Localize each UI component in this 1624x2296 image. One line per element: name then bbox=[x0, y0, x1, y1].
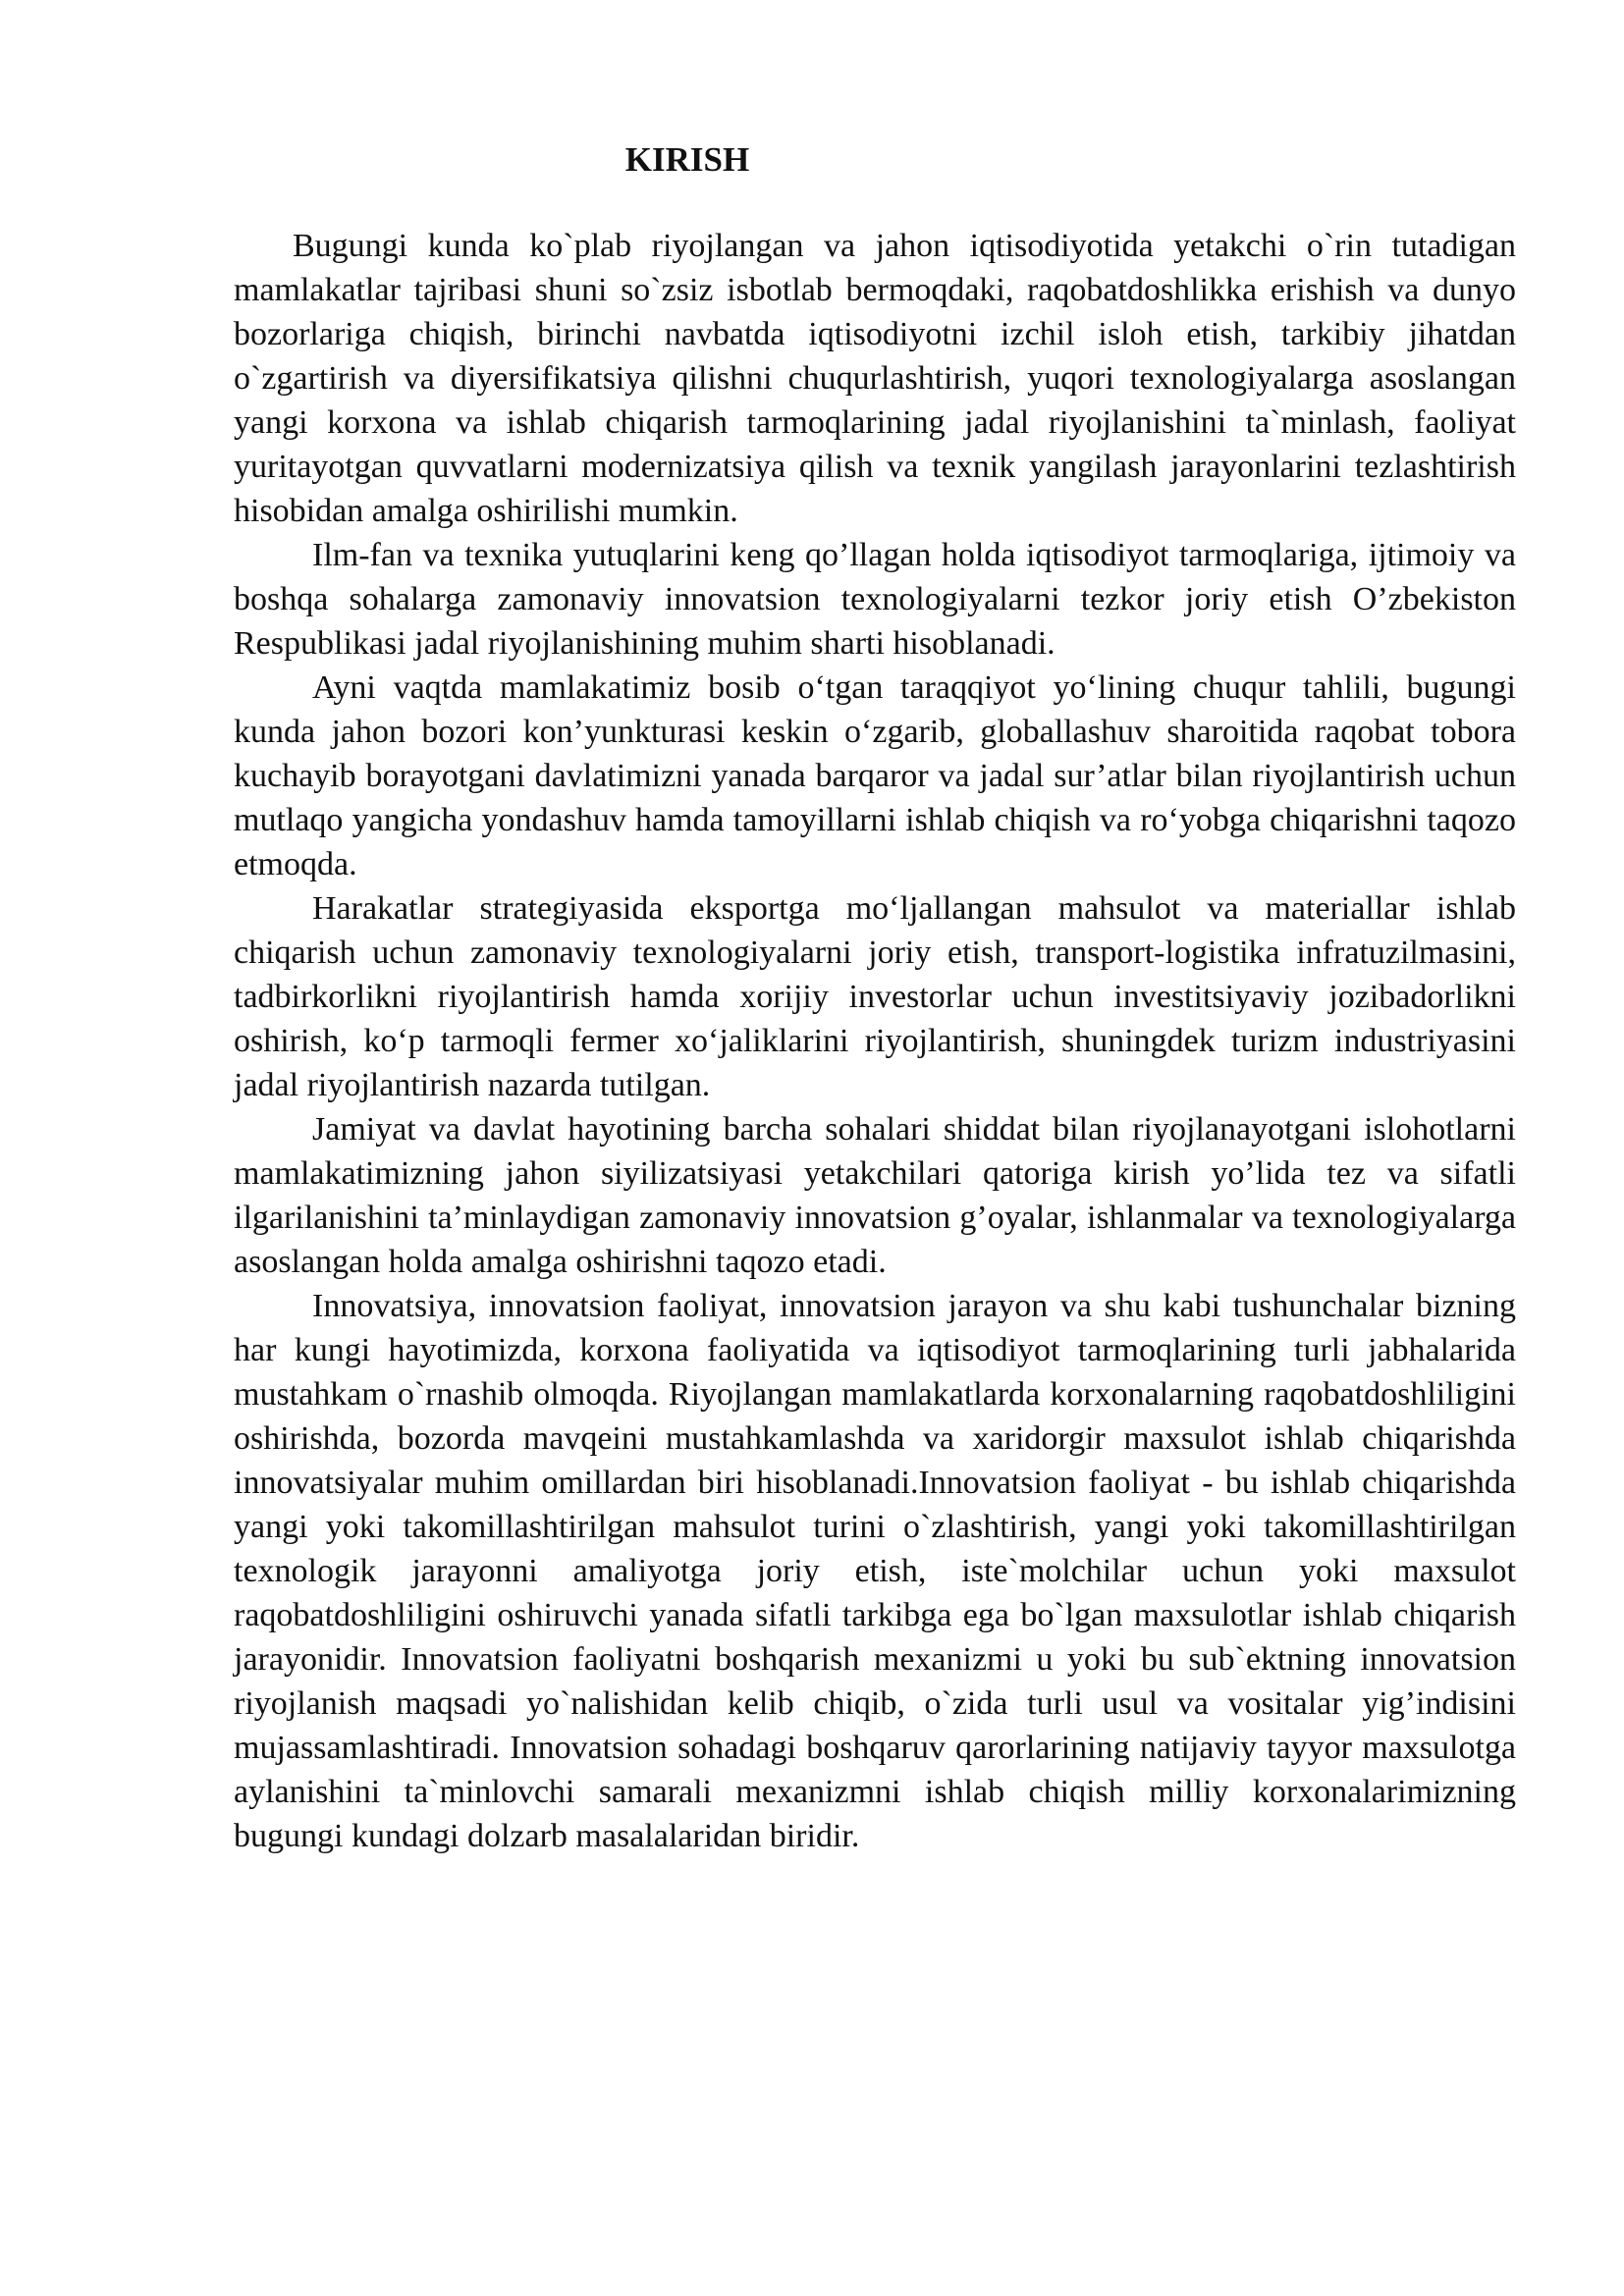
paragraph-5: Jamiyat va davlat hayotining barcha sohalari shiddat bilan riyojlanayotgani islohotlarni mamlakatimizning jahon siyilizatsiyasi yetakchilari qatoriga kirish yo’lida tez va sifatli ilgarilanishini ta’minlaydigan zamonaviy innovatsion g’oyalar, ishlanmalar va texnologiyalarga asoslangan holda amalga oshirishni taqozo etadi. bbox=[234, 1111, 1516, 1280]
document-title: KIRISH bbox=[624, 140, 750, 179]
paragraph-1: Bugungi kunda ko`plab riyojlangan va jahon iqtisodiyotida yetakchi o`rin tutadigan mamlakatlar tajribasi shuni so`zsiz isbotlab bermoqdaki, raqobatdoshlikka erishish va dunyo bozorlariga chiqish, birinchi navbatda iqtisodiyotni izchil isloh etish, tarkibiy jihatdan o`zgartirish va diyersifikatsiya qilishni chuqurlashtirish, yuqori texnologiyalarga asoslangan yangi korxona va ishlab chiqarish tarmoqlarining jadal riyojlanishini ta`minlash, faoliyat yuritayotgan quvvatlarni modernizatsiya qilish va texnik yangilash jarayonlarini tezlashtirish hisobidan amalga oshirilishi mumkin. bbox=[234, 228, 1516, 529]
paragraph-6: Innovatsiya, innovatsion faoliyat, innovatsion jarayon va shu kabi tushunchalar bizning har kungi hayotimizda, korxona faoliyatida va iqtisodiyot tarmoqlarining turli jabhalarida mustahkam o`rnashib olmoqda. Riyojlangan mamlakatlarda korxonalarning raqobatdoshliligini oshirishda, bozorda mavqeini mustahkamlashda va xaridorgir maxsulot ishlab chiqarishda innovatsiyalar muhim omillardan biri hisoblanadi.Innovatsion faoliyat - bu ishlab chiqarishda yangi yoki takomillashtirilgan mahsulot turini o`zlashtirish, yangi yoki takomillashtirilgan texnologik jarayonni amaliyotga joriy etish, iste`molchilar uchun yoki maxsulot raqobatdoshliligini oshiruvchi yanada sifatli tarkibga ega bo`lgan maxsulotlar ishlab chiqarish jarayonidir. Innovatsion faoliyatni boshqarish mexanizmi u yoki bu sub`ektning innovatsion riyojlanish maqsadi yo`nalishidan kelib chiqib, o`zida turli usul va vositalar yig’indisini mujassamlashtiradi. Innovatsion sohadagi boshqaruv qarorlarining natijaviy tayyor maxsulotga aylanishini ta`minlovchi samarali mexanizmni ishlab chiqish milliy korxonalarimizning bugungi kundagi dolzarb masalalaridan biridir. bbox=[234, 1288, 1516, 1854]
document-body bbox=[234, 224, 1516, 1858]
paragraph-4: Harakatlar strategiyasida eksportga mo‘ljallangan mahsulot va materiallar ishlab chiqarish uchun zamonaviy texnologiyalarni joriy etish, transport-logistika infratuzilmasini, tadbirkorlikni riyojlantirish hamda xorijiy investorlar uchun investitsiyaviy jozibadorlikni oshirish, ko‘p tarmoqli fermer xo‘jaliklarini riyojlantirish, shuningdek turizm industriyasini jadal riyojlantirish nazarda tutilgan. bbox=[234, 890, 1516, 1103]
paragraph-2: Ilm-fan va texnika yutuqlarini keng qo’llagan holda iqtisodiyot tarmoqlariga, ijtimoiy va boshqa sohalarga zamonaviy innovatsion texnologiyalarni tezkor joriy etish O’zbekiston Respublikasi jadal riyojlanishining muhim sharti hisoblanadi. bbox=[234, 537, 1516, 662]
paragraph-3: Ayni vaqtda mamlakatimiz bosib o‘tgan taraqqiyot yo‘lining chuqur tahlili, bugungi kunda jahon bozori kon’yunkturasi keskin o‘zgarib, globallashuv sharoitida raqobat tobora kuchayib borayotgani davlatimizni yanada barqaror va jadal sur’atlar bilan riyojlantirish uchun mutlaqo yangicha yondashuv hamda tamoyillarni ishlab chiqish va ro‘yobga chiqarishni taqozo etmoqda. bbox=[234, 669, 1516, 882]
